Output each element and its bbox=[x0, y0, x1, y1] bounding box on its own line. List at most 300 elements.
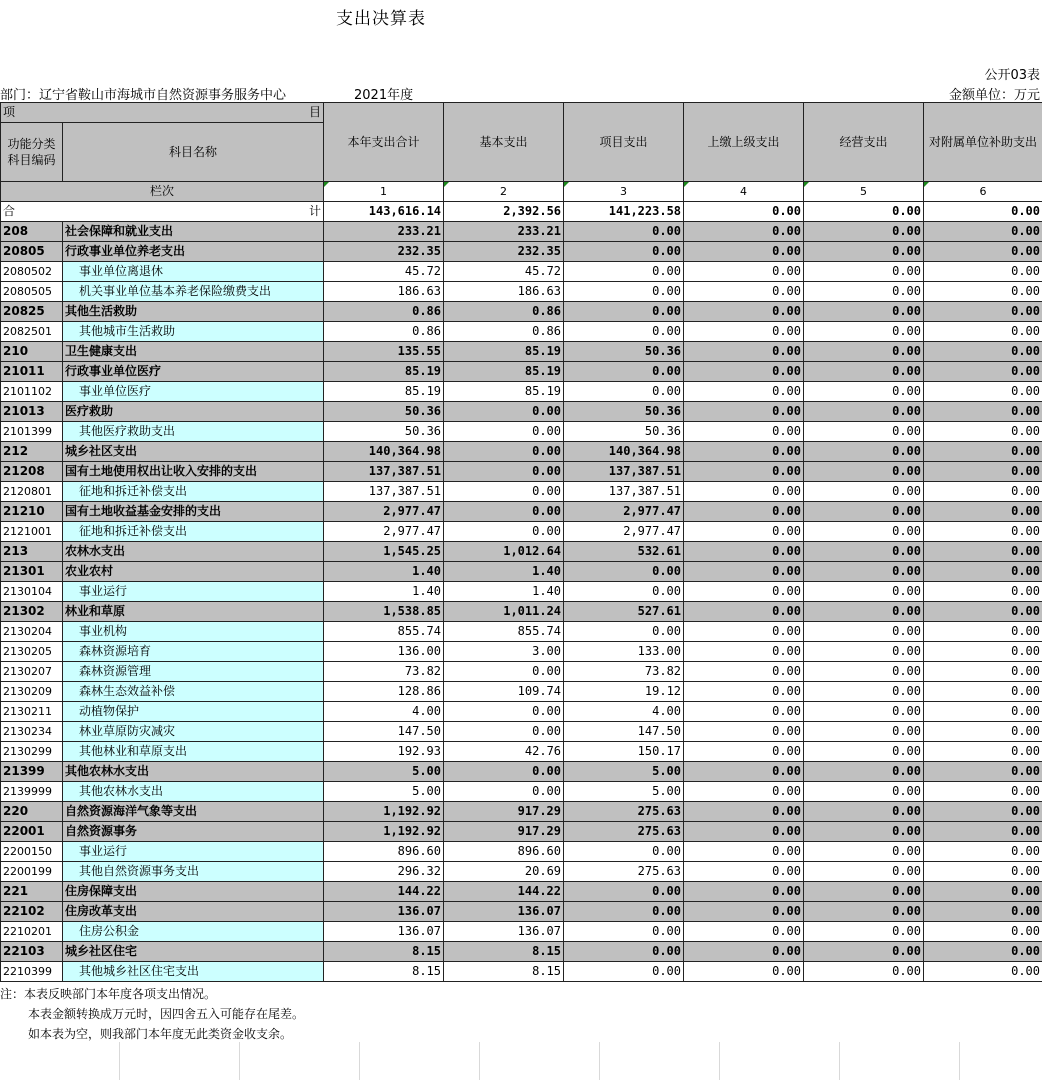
row-code: 20825 bbox=[1, 302, 63, 322]
table-row bbox=[1, 822, 1042, 842]
total-value: 0.00 bbox=[804, 202, 924, 222]
row-value: 1.40 bbox=[324, 582, 444, 602]
row-code: 210 bbox=[1, 342, 63, 362]
row-name: 征地和拆迁补偿支出 bbox=[63, 522, 324, 542]
row-value: 0.00 bbox=[684, 482, 804, 502]
row-value: 0.00 bbox=[924, 862, 1042, 882]
row-value: 0.00 bbox=[804, 482, 924, 502]
row-value: 0.00 bbox=[924, 562, 1042, 582]
amount-unit: 金额单位：万元 bbox=[948, 88, 1040, 103]
row-value: 0.00 bbox=[924, 782, 1042, 802]
row-name: 卫生健康支出 bbox=[63, 342, 324, 362]
row-value: 50.36 bbox=[324, 422, 444, 442]
table-row bbox=[1, 462, 1042, 482]
row-value: 0.00 bbox=[684, 342, 804, 362]
row-name: 住房公积金 bbox=[63, 922, 324, 942]
row-value: 0.00 bbox=[924, 682, 1042, 702]
row-value: 0.00 bbox=[804, 302, 924, 322]
row-value: 0.00 bbox=[444, 482, 564, 502]
row-name: 机关事业单位基本养老保险缴费支出 bbox=[63, 282, 324, 302]
row-value: 1,192.92 bbox=[324, 802, 444, 822]
row-value: 0.00 bbox=[804, 802, 924, 822]
row-value: 0.00 bbox=[684, 422, 804, 442]
row-value: 0.00 bbox=[804, 522, 924, 542]
row-value: 0.00 bbox=[684, 522, 804, 542]
row-value: 128.86 bbox=[324, 682, 444, 702]
row-value: 0.00 bbox=[444, 722, 564, 742]
row-code: 208 bbox=[1, 222, 63, 242]
row-value: 0.00 bbox=[804, 882, 924, 902]
row-value: 0.00 bbox=[564, 322, 684, 342]
row-value: 136.07 bbox=[324, 902, 444, 922]
row-value: 0.00 bbox=[804, 282, 924, 302]
row-value: 50.36 bbox=[324, 402, 444, 422]
row-value: 0.00 bbox=[684, 402, 804, 422]
table-row bbox=[1, 802, 1042, 822]
row-value: 0.00 bbox=[684, 782, 804, 802]
table-row bbox=[1, 282, 1042, 302]
table-row bbox=[1, 502, 1042, 522]
row-value: 0.00 bbox=[684, 962, 804, 982]
row-value: 0.00 bbox=[684, 442, 804, 462]
row-value: 0.00 bbox=[684, 662, 804, 682]
row-value: 85.19 bbox=[444, 342, 564, 362]
table-row bbox=[1, 962, 1042, 982]
row-value: 140,364.98 bbox=[564, 442, 684, 462]
row-value: 1.40 bbox=[444, 562, 564, 582]
row-name: 其他农林水支出 bbox=[63, 782, 324, 802]
row-value: 144.22 bbox=[324, 882, 444, 902]
row-value: 0.00 bbox=[804, 762, 924, 782]
row-value: 0.00 bbox=[924, 482, 1042, 502]
row-value: 0.00 bbox=[924, 322, 1042, 342]
row-value: 135.55 bbox=[324, 342, 444, 362]
row-value: 0.00 bbox=[924, 802, 1042, 822]
row-value: 147.50 bbox=[324, 722, 444, 742]
row-code: 2080505 bbox=[1, 282, 63, 302]
row-value: 0.00 bbox=[924, 902, 1042, 922]
row-value: 1,011.24 bbox=[444, 602, 564, 622]
row-value: 85.19 bbox=[444, 382, 564, 402]
mu-label: 目 bbox=[309, 105, 322, 119]
total-value: 0.00 bbox=[924, 202, 1042, 222]
table-row bbox=[1, 922, 1042, 942]
col-header-operating: 经营支出 bbox=[804, 103, 924, 182]
row-value: 296.32 bbox=[324, 862, 444, 882]
row-value: 0.00 bbox=[684, 242, 804, 262]
row-value: 0.00 bbox=[924, 382, 1042, 402]
table-row bbox=[1, 222, 1042, 242]
table-row bbox=[1, 442, 1042, 462]
row-value: 0.00 bbox=[564, 562, 684, 582]
table-row bbox=[1, 422, 1042, 442]
row-value: 0.86 bbox=[444, 302, 564, 322]
total-value: 0.00 bbox=[684, 202, 804, 222]
row-name: 动植物保护 bbox=[63, 702, 324, 722]
row-value: 0.00 bbox=[684, 282, 804, 302]
row-value: 85.19 bbox=[324, 382, 444, 402]
row-value: 50.36 bbox=[564, 402, 684, 422]
row-value: 8.15 bbox=[444, 962, 564, 982]
row-value: 0.00 bbox=[804, 942, 924, 962]
row-value: 896.60 bbox=[324, 842, 444, 862]
row-code: 2120801 bbox=[1, 482, 63, 502]
row-value: 150.17 bbox=[564, 742, 684, 762]
row-value: 0.00 bbox=[804, 542, 924, 562]
row-value: 20.69 bbox=[444, 862, 564, 882]
row-code: 2130299 bbox=[1, 742, 63, 762]
row-value: 0.00 bbox=[804, 602, 924, 622]
row-value: 0.00 bbox=[684, 882, 804, 902]
row-code: 2200199 bbox=[1, 862, 63, 882]
row-value: 0.00 bbox=[924, 262, 1042, 282]
item-header-cell bbox=[1, 103, 324, 123]
row-value: 85.19 bbox=[444, 362, 564, 382]
row-value: 136.07 bbox=[444, 922, 564, 942]
row-value: 0.00 bbox=[804, 382, 924, 402]
row-value: 0.00 bbox=[444, 502, 564, 522]
row-value: 0.00 bbox=[564, 622, 684, 642]
sheet-gridlines bbox=[0, 1042, 1042, 1080]
table-row bbox=[1, 382, 1042, 402]
table-row bbox=[1, 602, 1042, 622]
row-value: 4.00 bbox=[564, 702, 684, 722]
row-value: 1.40 bbox=[324, 562, 444, 582]
row-name: 农业农村 bbox=[63, 562, 324, 582]
row-value: 4.00 bbox=[324, 702, 444, 722]
row-name: 森林生态效益补偿 bbox=[63, 682, 324, 702]
table-row bbox=[1, 942, 1042, 962]
col-index: 6 bbox=[924, 182, 1042, 202]
table-row bbox=[1, 722, 1042, 742]
row-name: 社会保障和就业支出 bbox=[63, 222, 324, 242]
row-value: 3.00 bbox=[444, 642, 564, 662]
row-value: 8.15 bbox=[324, 942, 444, 962]
row-value: 137,387.51 bbox=[564, 482, 684, 502]
row-value: 0.00 bbox=[924, 882, 1042, 902]
row-value: 0.00 bbox=[804, 662, 924, 682]
row-code: 21013 bbox=[1, 402, 63, 422]
row-code: 2130204 bbox=[1, 622, 63, 642]
col-index: 5 bbox=[804, 182, 924, 202]
row-value: 0.00 bbox=[924, 402, 1042, 422]
footnote: 如本表为空，则我部门本年度无此类资金收支余。 bbox=[28, 1027, 293, 1041]
row-value: 0.00 bbox=[444, 462, 564, 482]
row-name: 自然资源事务 bbox=[63, 822, 324, 842]
row-code: 2130207 bbox=[1, 662, 63, 682]
func-code-header: 功能分类科目编码 bbox=[1, 123, 63, 182]
total-value: 2,392.56 bbox=[444, 202, 564, 222]
row-value: 0.00 bbox=[684, 762, 804, 782]
col-header-project: 项目支出 bbox=[564, 103, 684, 182]
row-value: 1,192.92 bbox=[324, 822, 444, 842]
row-value: 0.00 bbox=[924, 642, 1042, 662]
row-value: 0.00 bbox=[804, 422, 924, 442]
row-value: 147.50 bbox=[564, 722, 684, 742]
row-value: 137,387.51 bbox=[324, 462, 444, 482]
row-code: 21210 bbox=[1, 502, 63, 522]
row-name: 事业机构 bbox=[63, 622, 324, 642]
row-value: 5.00 bbox=[324, 782, 444, 802]
row-value: 140,364.98 bbox=[324, 442, 444, 462]
row-value: 2,977.47 bbox=[324, 522, 444, 542]
row-value: 0.00 bbox=[444, 782, 564, 802]
row-value: 0.00 bbox=[924, 362, 1042, 382]
row-value: 0.00 bbox=[804, 442, 924, 462]
row-value: 0.00 bbox=[564, 922, 684, 942]
col-index: 2 bbox=[444, 182, 564, 202]
row-value: 532.61 bbox=[564, 542, 684, 562]
column-index-row bbox=[1, 182, 1042, 202]
row-value: 0.00 bbox=[924, 222, 1042, 242]
row-value: 917.29 bbox=[444, 822, 564, 842]
row-value: 73.82 bbox=[564, 662, 684, 682]
row-value: 0.00 bbox=[564, 962, 684, 982]
row-value: 0.00 bbox=[924, 582, 1042, 602]
row-value: 5.00 bbox=[564, 782, 684, 802]
row-value: 0.00 bbox=[444, 422, 564, 442]
row-code: 2130234 bbox=[1, 722, 63, 742]
row-value: 0.00 bbox=[924, 922, 1042, 942]
row-name: 其他林业和草原支出 bbox=[63, 742, 324, 762]
col-header-remit-upper: 上缴上级支出 bbox=[684, 103, 804, 182]
row-name: 医疗救助 bbox=[63, 402, 324, 422]
row-value: 137,387.51 bbox=[324, 482, 444, 502]
col-header-total: 本年支出合计 bbox=[324, 103, 444, 182]
row-value: 917.29 bbox=[444, 802, 564, 822]
row-code: 22103 bbox=[1, 942, 63, 962]
table-row bbox=[1, 482, 1042, 502]
row-value: 0.00 bbox=[684, 862, 804, 882]
row-value: 0.00 bbox=[804, 862, 924, 882]
row-value: 0.00 bbox=[564, 242, 684, 262]
row-value: 0.00 bbox=[804, 342, 924, 362]
row-value: 275.63 bbox=[564, 802, 684, 822]
total-value: 143,616.14 bbox=[324, 202, 444, 222]
row-code: 221 bbox=[1, 882, 63, 902]
row-code: 21011 bbox=[1, 362, 63, 382]
row-value: 0.00 bbox=[564, 942, 684, 962]
row-name: 农林水支出 bbox=[63, 542, 324, 562]
row-value: 144.22 bbox=[444, 882, 564, 902]
table-row bbox=[1, 682, 1042, 702]
row-value: 0.00 bbox=[804, 242, 924, 262]
he-label: 合 bbox=[3, 204, 16, 218]
row-code: 213 bbox=[1, 542, 63, 562]
row-value: 0.00 bbox=[564, 882, 684, 902]
lanci-label: 栏次 bbox=[1, 182, 324, 202]
row-code: 21208 bbox=[1, 462, 63, 482]
row-name: 其他自然资源事务支出 bbox=[63, 862, 324, 882]
row-name: 其他农林水支出 bbox=[63, 762, 324, 782]
row-value: 0.00 bbox=[804, 742, 924, 762]
row-name: 征地和拆迁补偿支出 bbox=[63, 482, 324, 502]
row-code: 22001 bbox=[1, 822, 63, 842]
row-value: 0.00 bbox=[804, 322, 924, 342]
row-value: 0.00 bbox=[804, 402, 924, 422]
row-value: 0.00 bbox=[924, 722, 1042, 742]
row-name: 国有土地使用权出让收入安排的支出 bbox=[63, 462, 324, 482]
row-value: 1,545.25 bbox=[324, 542, 444, 562]
row-name: 城乡社区支出 bbox=[63, 442, 324, 462]
row-value: 0.00 bbox=[444, 442, 564, 462]
row-value: 0.00 bbox=[924, 282, 1042, 302]
row-value: 0.00 bbox=[684, 942, 804, 962]
row-value: 0.00 bbox=[804, 822, 924, 842]
row-value: 0.00 bbox=[924, 662, 1042, 682]
row-name: 住房保障支出 bbox=[63, 882, 324, 902]
row-value: 0.00 bbox=[444, 402, 564, 422]
col-header-subsidy: 对附属单位补助支出 bbox=[924, 103, 1042, 182]
row-value: 0.00 bbox=[684, 642, 804, 662]
row-value: 275.63 bbox=[564, 862, 684, 882]
row-code: 2210399 bbox=[1, 962, 63, 982]
table-row bbox=[1, 882, 1042, 902]
row-value: 0.00 bbox=[564, 302, 684, 322]
page-title: 支出决算表 bbox=[336, 9, 426, 29]
row-value: 0.00 bbox=[924, 842, 1042, 862]
row-value: 0.00 bbox=[924, 462, 1042, 482]
row-value: 0.00 bbox=[924, 742, 1042, 762]
row-code: 2080502 bbox=[1, 262, 63, 282]
row-value: 0.00 bbox=[684, 362, 804, 382]
footnote: 本表金额转换成万元时，因四舍五入可能存在尾差。 bbox=[28, 1007, 305, 1021]
row-value: 0.00 bbox=[804, 682, 924, 702]
row-value: 5.00 bbox=[564, 762, 684, 782]
row-code: 2139999 bbox=[1, 782, 63, 802]
row-value: 0.00 bbox=[444, 762, 564, 782]
table-row bbox=[1, 302, 1042, 322]
footnotes bbox=[0, 984, 304, 1044]
row-value: 0.00 bbox=[564, 222, 684, 242]
row-value: 0.00 bbox=[804, 222, 924, 242]
row-value: 0.00 bbox=[684, 922, 804, 942]
row-name: 行政事业单位医疗 bbox=[63, 362, 324, 382]
row-value: 855.74 bbox=[324, 622, 444, 642]
total-label-cell bbox=[1, 202, 324, 222]
row-value: 0.00 bbox=[684, 542, 804, 562]
row-value: 85.19 bbox=[324, 362, 444, 382]
row-code: 21301 bbox=[1, 562, 63, 582]
table-row bbox=[1, 542, 1042, 562]
row-value: 5.00 bbox=[324, 762, 444, 782]
row-value: 233.21 bbox=[324, 222, 444, 242]
row-value: 0.00 bbox=[564, 282, 684, 302]
row-value: 0.00 bbox=[684, 562, 804, 582]
table-row bbox=[1, 322, 1042, 342]
col-index: 4 bbox=[684, 182, 804, 202]
row-name: 住房改革支出 bbox=[63, 902, 324, 922]
row-value: 133.00 bbox=[564, 642, 684, 662]
row-value: 0.00 bbox=[804, 262, 924, 282]
row-value: 45.72 bbox=[444, 262, 564, 282]
row-value: 0.00 bbox=[684, 722, 804, 742]
row-value: 0.00 bbox=[804, 722, 924, 742]
row-code: 21399 bbox=[1, 762, 63, 782]
row-value: 0.00 bbox=[924, 422, 1042, 442]
row-value: 0.00 bbox=[924, 242, 1042, 262]
row-value: 0.00 bbox=[804, 362, 924, 382]
row-value: 0.00 bbox=[684, 802, 804, 822]
row-value: 0.00 bbox=[684, 222, 804, 242]
expenditure-table bbox=[0, 102, 1042, 982]
row-value: 136.07 bbox=[444, 902, 564, 922]
col-header-basic: 基本支出 bbox=[444, 103, 564, 182]
row-value: 0.00 bbox=[804, 622, 924, 642]
row-value: 0.00 bbox=[804, 702, 924, 722]
row-value: 275.63 bbox=[564, 822, 684, 842]
row-value: 0.00 bbox=[804, 642, 924, 662]
row-value: 186.63 bbox=[324, 282, 444, 302]
row-value: 1.40 bbox=[444, 582, 564, 602]
row-value: 0.00 bbox=[924, 822, 1042, 842]
table-row bbox=[1, 842, 1042, 862]
row-name: 事业运行 bbox=[63, 582, 324, 602]
row-value: 0.00 bbox=[804, 562, 924, 582]
row-value: 0.00 bbox=[924, 622, 1042, 642]
row-value: 8.15 bbox=[444, 942, 564, 962]
row-value: 0.00 bbox=[564, 842, 684, 862]
table-row bbox=[1, 762, 1042, 782]
row-value: 0.00 bbox=[924, 602, 1042, 622]
row-value: 0.00 bbox=[804, 922, 924, 942]
row-value: 0.00 bbox=[804, 502, 924, 522]
row-value: 0.86 bbox=[324, 302, 444, 322]
row-value: 109.74 bbox=[444, 682, 564, 702]
header-row-item bbox=[1, 103, 1042, 123]
row-value: 0.00 bbox=[924, 942, 1042, 962]
row-value: 19.12 bbox=[564, 682, 684, 702]
row-value: 0.00 bbox=[564, 382, 684, 402]
row-value: 0.00 bbox=[684, 902, 804, 922]
row-name: 城乡社区住宅 bbox=[63, 942, 324, 962]
row-value: 0.86 bbox=[444, 322, 564, 342]
table-row bbox=[1, 562, 1042, 582]
row-value: 42.76 bbox=[444, 742, 564, 762]
table-row bbox=[1, 862, 1042, 882]
row-value: 0.00 bbox=[684, 382, 804, 402]
table-row bbox=[1, 342, 1042, 362]
row-value: 855.74 bbox=[444, 622, 564, 642]
row-code: 2101102 bbox=[1, 382, 63, 402]
row-value: 8.15 bbox=[324, 962, 444, 982]
total-row bbox=[1, 202, 1042, 222]
row-value: 0.00 bbox=[564, 362, 684, 382]
row-value: 896.60 bbox=[444, 842, 564, 862]
row-code: 220 bbox=[1, 802, 63, 822]
table-row bbox=[1, 622, 1042, 642]
table-row bbox=[1, 362, 1042, 382]
row-value: 233.21 bbox=[444, 222, 564, 242]
table-row bbox=[1, 522, 1042, 542]
row-value: 0.00 bbox=[804, 582, 924, 602]
row-code: 2130209 bbox=[1, 682, 63, 702]
row-value: 232.35 bbox=[324, 242, 444, 262]
row-value: 0.00 bbox=[444, 662, 564, 682]
row-name: 其他城市生活救助 bbox=[63, 322, 324, 342]
row-value: 0.00 bbox=[924, 762, 1042, 782]
row-value: 0.00 bbox=[444, 522, 564, 542]
row-name: 事业单位医疗 bbox=[63, 382, 324, 402]
table-row bbox=[1, 642, 1042, 662]
row-code: 2101399 bbox=[1, 422, 63, 442]
row-value: 0.00 bbox=[684, 702, 804, 722]
table-code: 公开03表 bbox=[984, 68, 1040, 83]
fiscal-year: 2021年度 bbox=[354, 88, 414, 103]
row-value: 0.00 bbox=[804, 962, 924, 982]
row-value: 2,977.47 bbox=[564, 502, 684, 522]
row-code: 2130104 bbox=[1, 582, 63, 602]
